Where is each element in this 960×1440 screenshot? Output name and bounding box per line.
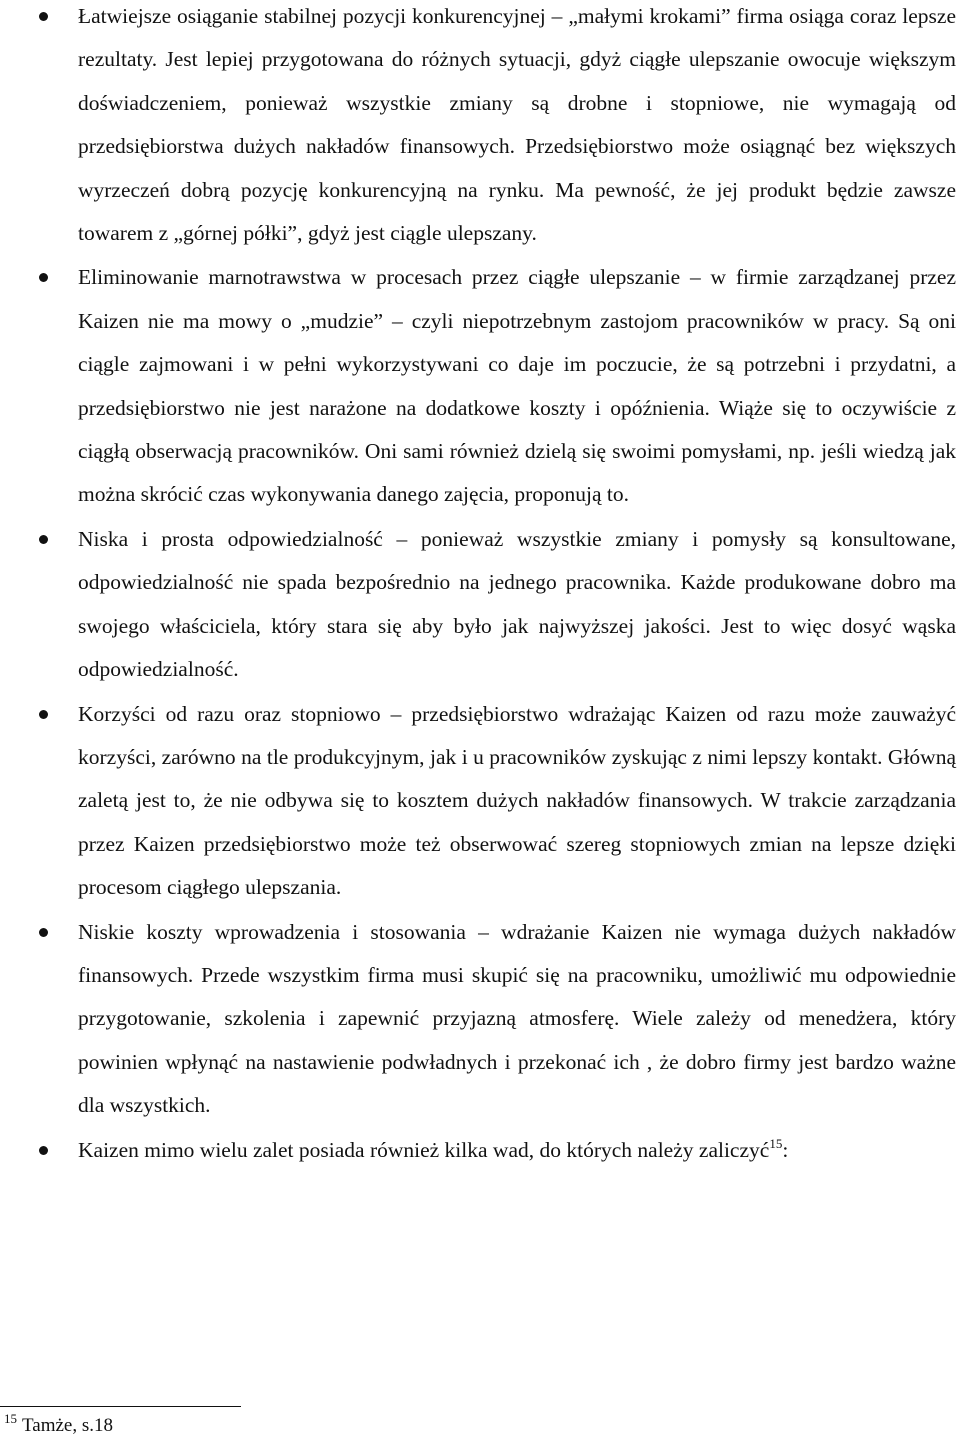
list-item — [0, 1129, 960, 1172]
list-item-text: Niskie koszty wprowadzenia i stosowania – wdrażanie Kaizen nie wymaga dużych nakładów finansowych. Przede wszystkim firma musi skupić się na pracowniku, umożliwić mu odpowiednie przygotowanie, szkolenia i zapewnić przyjazną atmosferę. Wiele zależy od menedżera, który powinien wpłynąć na nastawienie podwładnych i przekonać ich , że dobro firmy jest bardzo ważne dla wszystkich. — [78, 919, 956, 1118]
list-item-text: Niska i prosta odpowiedzialność – ponieważ wszystkie zmiany i pomysły są konsultowane, odpowiedzialność nie spada bezpośrednio na jednego pracownika. Każde produkowane dobro ma swojego właściciela, który stara się aby było jak najwyższej jakości. Jest to więc dosyć wąska odpowiedzialność. — [78, 526, 956, 682]
footnote — [4, 1413, 113, 1439]
list-item — [0, 256, 960, 516]
list-item-text: Kaizen mimo wielu zalet posiada również kilka wad, do których należy zaliczyć — [78, 1137, 770, 1162]
bullet-icon — [39, 1146, 48, 1155]
footnote-text: Tamże, s.18 — [22, 1415, 114, 1436]
footnote-number: 15 — [4, 1411, 17, 1426]
list-item — [0, 693, 960, 910]
footnote-divider — [0, 1406, 241, 1407]
list-item-text: Łatwiejsze osiąganie stabilnej pozycji konkurencyjnej – „małymi krokami” firma osiąga coraz lepsze rezultaty. Jest lepiej przygotowana do różnych sytuacji, gdyż ciągłe ulepszanie owocuje większym doświadczeniem, ponieważ wszystkie zmiany są drobne i stopniowe, nie wymagają od przedsiębiorstwa dużych nakładów finansowych. Przedsiębiorstwo może osiągnąć bez większych wyrzeczeń dobrą pozycję konkurencyjną na rynku. Ma pewność, że jej produkt będzie zawsze towarem z „górnej półki”, gdyż jest ciągle ulepszany. — [78, 4, 956, 246]
list-item-suffix: : — [782, 1137, 789, 1162]
list-item-text: Korzyści od razu oraz stopniowo – przedsiębiorstwo wdrażając Kaizen od razu może zauważyć korzyści, zarówno na tle produkcyjnym, jak i u pracowników zyskując z nimi lepszy kontakt. Główną zaletą jest to, że nie odbywa się to kosztem dużych nakładów finansowych. W trakcie zarządzania przez Kaizen przedsiębiorstwo może też obserwować szereg stopniowych zmian na lepsze dzięki procesom ciągłego ulepszania. — [78, 701, 956, 900]
list-item — [0, 911, 960, 1128]
bullet-icon — [39, 535, 48, 544]
bullet-icon — [39, 928, 48, 937]
bullet-icon — [39, 273, 48, 282]
bullet-icon — [39, 710, 48, 719]
list-item — [0, 0, 960, 255]
bullet-icon — [39, 12, 48, 21]
footnote-reference[interactable]: 15 — [769, 1135, 783, 1151]
list-item — [0, 518, 960, 692]
list-item-text: Eliminowanie marnotrawstwa w procesach przez ciągłe ulepszanie – w firmie zarządzanej przez Kaizen nie ma mowy o „mudzie” – czyli niepotrzebnym zastojom pracowników w pracy. Są oni ciągle zajmowani i w pełni wykorzystywani co daje im poczucie, że są potrzebni i przydatni, a przedsiębiorstwo nie jest narażone na dodatkowe koszty i opóźnienia. Wiąże się to oczywiście z ciągłą obserwacją pracowników. Oni sami również dzielą się swoimi pomysłami, np. jeśli wiedzą jak można skrócić czas wykonywania danego zajęcia, proponują to. — [78, 265, 956, 507]
